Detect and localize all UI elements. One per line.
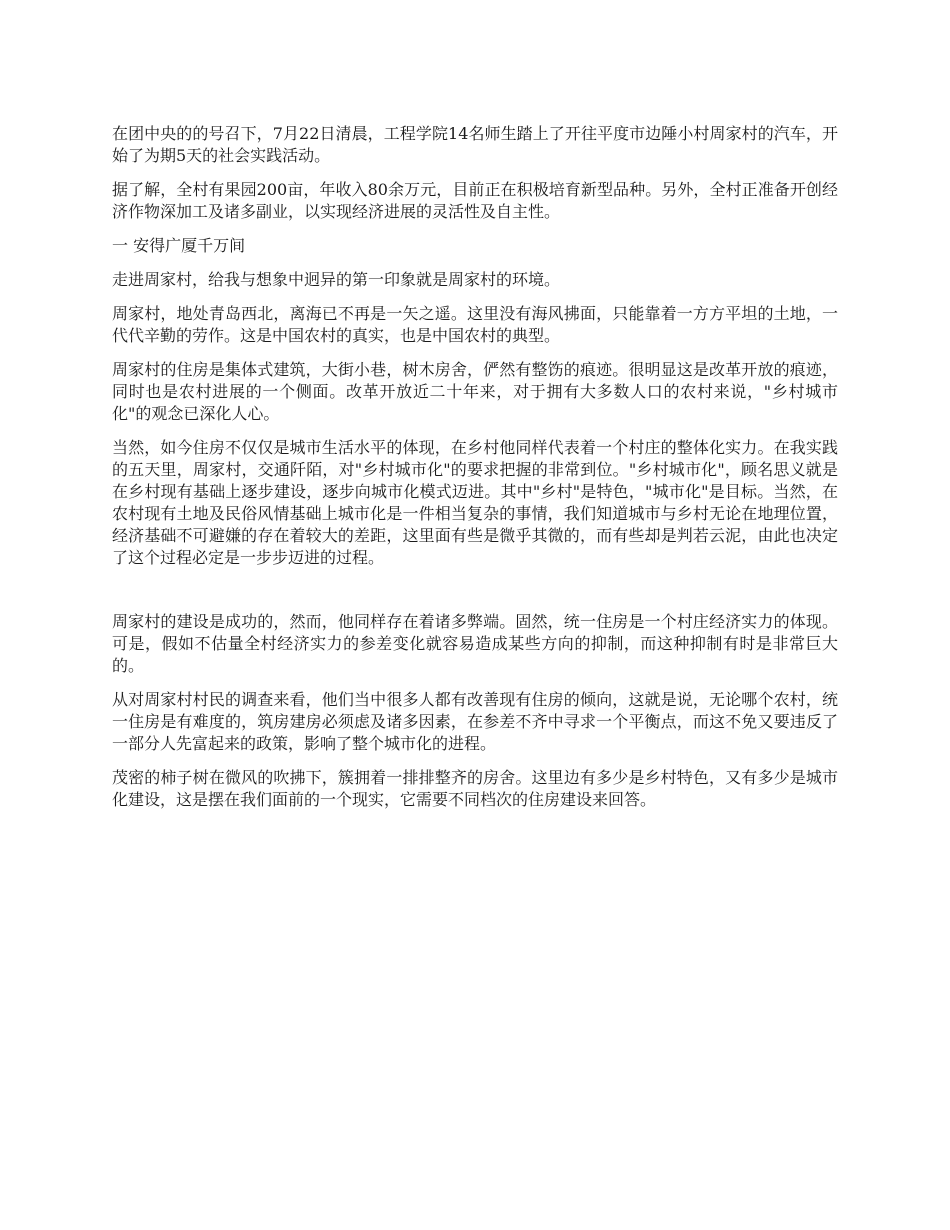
paragraph-location: 周家村，地处青岛西北，离海已不再是一矢之遥。这里没有海风拂面，只能靠着一方方平坦的土地，一代代辛勤的劳作。这是中国农村的真实，也是中国农村的典型。	[112, 304, 838, 345]
paragraph-first-impression: 走进周家村，给我与想象中迥异的第一印象就是周家村的环境。	[112, 270, 561, 289]
paragraph-orchard: 据了解，全村有果园200亩，年收入80余万元，目前正在积极培育新型品种。另外，全村正准备开创经济作物深加工及诸多副业，以实现经济进展的灵活性及自主性。	[112, 180, 838, 221]
paragraph-spacer	[112, 581, 838, 611]
paragraph-persimmon: 茂密的柿子树在微风的吹拂下，簇拥着一排排整齐的房舍。这里边有多少是乡村特色，又有多少是城市化建设，这是摆在我们面前的一个现实，它需要不同档次的住房建设来回答。	[112, 768, 838, 809]
paragraph-urbanization: 当然，如今住房不仅仅是城市生活水平的体现，在乡村他同样代表着一个村庄的整体化实力。在我实践的五天里，周家村，交通阡陌，对"乡村城市化"的要求把握的非常到位。"乡村城市化"，顾名思义就是在乡村现有基础上逐步建设，逐步向城市化模式迈进。其中"乡村"是特色，"城市化"是目标。当然，在农村现有土地及民俗风情基础上城市化是一件相当复杂的事情，我们知道城市与乡村无论在地理位置，经济基础不可避嫌的存在着较大的差距，这里面有些是微乎其微的，而有些却是判若云泥，由此也决定了这个过程必定是一步步迈进的过程。	[112, 438, 838, 567]
paragraph-housing: 周家村的住房是集体式建筑，大街小巷，树木房舍，俨然有整饬的痕迹。很明显这是改革开放的痕迹，同时也是农村进展的一个侧面。改革开放近二十年来，对于拥有大多数人口的农村来说，"乡村城市化"的观念已深化人心。	[112, 360, 838, 423]
paragraph-intro: 在团中央的的号召下，7月22日清晨，工程学院14名师生踏上了开往平度市边陲小村周家村的汽车，开始了为期5天的社会实践活动。	[112, 124, 838, 165]
paragraph-survey: 从对周家村村民的调查来看，他们当中很多人都有改善现有住房的倾向，这就是说，无论哪个农村，统一住房是有难度的，筑房建房必须虑及诸多因素，在参差不齐中寻求一个平衡点，而这不免又要违反了一部分人先富起来的政策，影响了整个城市化的进程。	[112, 690, 838, 753]
section-heading: 一 安得广厦千万间	[112, 236, 246, 255]
paragraph-drawbacks: 周家村的建设是成功的，然而，他同样存在着诸多弊端。固然，统一住房是一个村庄经济实力的体现。可是，假如不估量全村经济实力的参差变化就容易造成某些方向的抑制，而这种抑制有时是非常巨大的。	[112, 612, 838, 675]
document-body	[112, 123, 838, 823]
